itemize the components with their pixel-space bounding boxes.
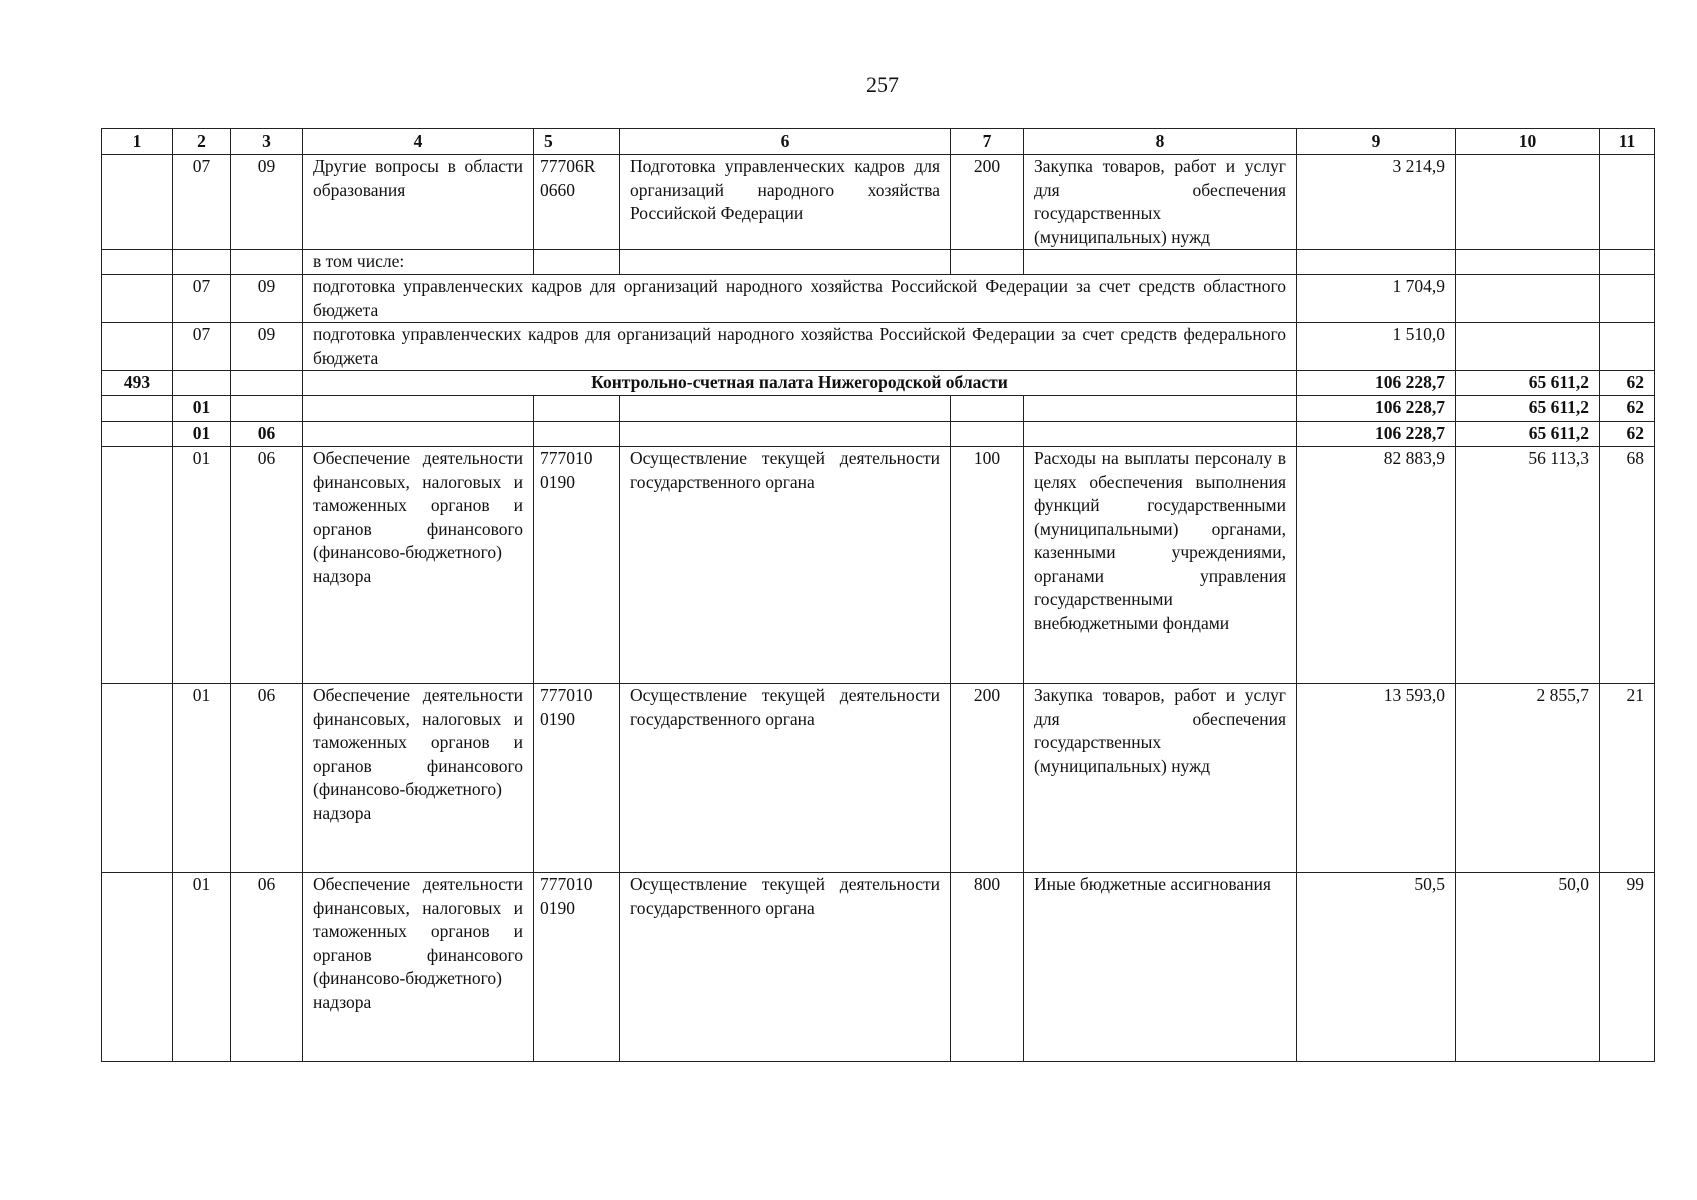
- column-header: 1: [102, 129, 173, 155]
- column-header: 3: [231, 129, 303, 155]
- empty-cell: [1600, 275, 1655, 323]
- empty-cell: [620, 396, 951, 422]
- cell-amount-actual: 65 611,2: [1456, 396, 1600, 422]
- cell-amount-plan: 82 883,9: [1297, 447, 1456, 684]
- empty-cell: [102, 873, 173, 1062]
- cell-amount-plan: 106 228,7: [1297, 371, 1456, 396]
- cell-percent: 68: [1600, 447, 1655, 684]
- cell-subsection: 06: [231, 422, 303, 447]
- cell-subsection: 06: [231, 684, 303, 873]
- cell-expense-name: Закупка товаров, работ и услуг для обеспечения государственных (муниципальных) нужд: [1024, 684, 1297, 873]
- empty-cell: [1600, 250, 1655, 275]
- empty-cell: [102, 396, 173, 422]
- cell-amount-actual: 50,0: [1456, 873, 1600, 1062]
- empty-cell: [102, 275, 173, 323]
- cell-amount-plan: 50,5: [1297, 873, 1456, 1062]
- cell-section: 01: [173, 873, 231, 1062]
- empty-cell: [102, 250, 173, 275]
- cell-target-name: Осуществление текущей деятельности государственного органа: [620, 447, 951, 684]
- table-row: [102, 873, 1655, 1062]
- cell-percent: [1600, 155, 1655, 250]
- empty-cell: [1024, 422, 1297, 447]
- cell-target-article: 777010 0190: [534, 873, 620, 1062]
- empty-cell: [1456, 323, 1600, 371]
- empty-cell: [102, 422, 173, 447]
- cell-section: 07: [173, 275, 231, 323]
- empty-cell: [1024, 250, 1297, 275]
- cell-section: 07: [173, 323, 231, 371]
- cell-expense-type: 200: [951, 684, 1024, 873]
- column-header: 7: [951, 129, 1024, 155]
- empty-cell: [534, 250, 620, 275]
- cell-percent: 62: [1600, 371, 1655, 396]
- table-row: [102, 447, 1655, 684]
- column-header: 6: [620, 129, 951, 155]
- cell-section: 07: [173, 155, 231, 250]
- table-header-row: [102, 129, 1655, 155]
- column-header: 9: [1297, 129, 1456, 155]
- cell-section: 01: [173, 447, 231, 684]
- cell-amount-actual: [1456, 155, 1600, 250]
- empty-cell: [1456, 250, 1600, 275]
- column-header: 10: [1456, 129, 1600, 155]
- cell-amount-actual: 2 855,7: [1456, 684, 1600, 873]
- cell-name: Обеспечение деятельности финансовых, налоговых и таможенных органов и органов финансового (финансово-бюджетного) надзора: [303, 873, 534, 1062]
- table-row: [102, 250, 1655, 275]
- cell-name: Обеспечение деятельности финансовых, налоговых и таможенных органов и органов финансового (финансово-бюджетного) надзора: [303, 447, 534, 684]
- cell-subsection: 09: [231, 275, 303, 323]
- cell-section: 01: [173, 684, 231, 873]
- column-header: 2: [173, 129, 231, 155]
- empty-cell: [951, 250, 1024, 275]
- cell-target-article: 777010 0190: [534, 684, 620, 873]
- table-row: [102, 155, 1655, 250]
- cell-section: 01: [173, 422, 231, 447]
- empty-cell: [1456, 275, 1600, 323]
- cell-percent: 62: [1600, 422, 1655, 447]
- cell-including-label: в том числе:: [303, 250, 534, 275]
- cell-target-name: Подготовка управленческих кадров для организаций народного хозяйства Российской Федерации: [620, 155, 951, 250]
- cell-amount-plan: 106 228,7: [1297, 396, 1456, 422]
- cell-admin-code: 493: [102, 371, 173, 396]
- table-row: [102, 684, 1655, 873]
- empty-cell: [1297, 250, 1456, 275]
- empty-cell: [951, 396, 1024, 422]
- cell-including-item: подготовка управленческих кадров для организаций народного хозяйства Российской Федерации за счет средств федерального бюджета: [303, 323, 1297, 371]
- cell-amount-actual: 65 611,2: [1456, 371, 1600, 396]
- empty-cell: [620, 422, 951, 447]
- empty-cell: [303, 396, 534, 422]
- table-row-subsection: [102, 422, 1655, 447]
- column-header: 8: [1024, 129, 1297, 155]
- column-header: 11: [1600, 129, 1655, 155]
- cell-subsection: 06: [231, 873, 303, 1062]
- empty-cell: [951, 422, 1024, 447]
- empty-cell: [303, 422, 534, 447]
- empty-cell: [231, 371, 303, 396]
- cell-subsection: 06: [231, 447, 303, 684]
- cell-target-name: Осуществление текущей деятельности государственного органа: [620, 684, 951, 873]
- cell-percent: 62: [1600, 396, 1655, 422]
- cell-including-item: подготовка управленческих кадров для организаций народного хозяйства Российской Федерации за счет средств областного бюджета: [303, 275, 1297, 323]
- cell-expense-type: 100: [951, 447, 1024, 684]
- empty-cell: [231, 396, 303, 422]
- cell-section: 01: [173, 396, 231, 422]
- cell-expense-name: Закупка товаров, работ и услуг для обеспечения государственных (муниципальных) нужд: [1024, 155, 1297, 250]
- cell-subsection: 09: [231, 323, 303, 371]
- cell-subsection: 09: [231, 155, 303, 250]
- budget-table: [101, 128, 1655, 1062]
- table-row: [102, 275, 1655, 323]
- empty-cell: [534, 396, 620, 422]
- table-row-section: [102, 396, 1655, 422]
- table-row: [102, 323, 1655, 371]
- cell-amount-actual: 65 611,2: [1456, 422, 1600, 447]
- cell-amount-actual: 56 113,3: [1456, 447, 1600, 684]
- cell-amount-plan: 13 593,0: [1297, 684, 1456, 873]
- page-number: 257: [866, 72, 899, 97]
- cell-admin-code: [102, 155, 173, 250]
- cell-name: Другие вопросы в области образования: [303, 155, 534, 250]
- department-title: Контрольно-счетная палата Нижегородской области: [303, 371, 1297, 396]
- empty-cell: [231, 250, 303, 275]
- cell-target-article: 77706R 0660: [534, 155, 620, 250]
- empty-cell: [173, 250, 231, 275]
- cell-expense-name: Расходы на выплаты персоналу в целях обеспечения выполнения функций государственными (муниципальными) органами, казенными учреждениями, органами управления государственными внебюджетными фондами: [1024, 447, 1297, 684]
- cell-amount-plan: 1 510,0: [1297, 323, 1456, 371]
- cell-target-name: Осуществление текущей деятельности государственного органа: [620, 873, 951, 1062]
- empty-cell: [1024, 396, 1297, 422]
- table-row-department: [102, 371, 1655, 396]
- cell-amount-plan: 106 228,7: [1297, 422, 1456, 447]
- empty-cell: [173, 371, 231, 396]
- column-header: 4: [303, 129, 534, 155]
- empty-cell: [102, 447, 173, 684]
- empty-cell: [534, 422, 620, 447]
- cell-expense-type: 200: [951, 155, 1024, 250]
- column-header: 5: [534, 129, 620, 155]
- cell-name: Обеспечение деятельности финансовых, налоговых и таможенных органов и органов финансового (финансово-бюджетного) надзора: [303, 684, 534, 873]
- cell-expense-name: Иные бюджетные ассигнования: [1024, 873, 1297, 1062]
- cell-amount-plan: 1 704,9: [1297, 275, 1456, 323]
- empty-cell: [102, 684, 173, 873]
- cell-expense-type: 800: [951, 873, 1024, 1062]
- cell-percent: 21: [1600, 684, 1655, 873]
- empty-cell: [620, 250, 951, 275]
- cell-percent: 99: [1600, 873, 1655, 1062]
- cell-target-article: 777010 0190: [534, 447, 620, 684]
- empty-cell: [102, 323, 173, 371]
- cell-amount-plan: 3 214,9: [1297, 155, 1456, 250]
- empty-cell: [1600, 323, 1655, 371]
